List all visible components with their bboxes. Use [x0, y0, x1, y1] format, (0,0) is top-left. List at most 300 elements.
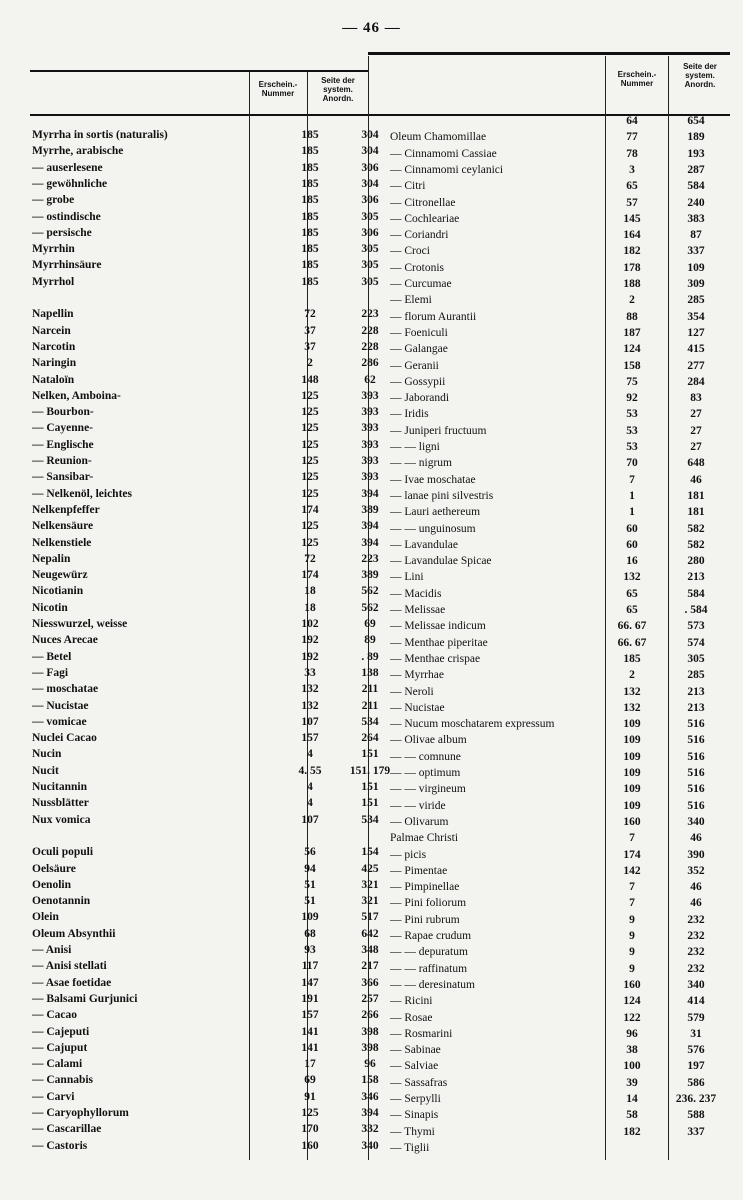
seite-anordn: 189 [687, 131, 705, 144]
erschein-nummer: 109 [623, 750, 641, 763]
entry-name: — Menthae crispae [390, 652, 481, 665]
entry-name: Nelkenstiele [32, 536, 92, 549]
erschein-nummer: 4 [307, 748, 313, 761]
seite-anordn: 232 [687, 946, 705, 959]
erschein-nummer: 33 [304, 666, 316, 679]
erschein-nummer: 148 [301, 373, 319, 386]
seite-anordn: 240 [687, 196, 705, 209]
seite-anordn: 158 [361, 1074, 379, 1087]
erschein-nummer: 132 [301, 699, 319, 712]
seite-anordn: 582 [687, 538, 705, 551]
seite-anordn: 277 [687, 359, 705, 372]
erschein-nummer: 185 [301, 161, 319, 174]
erschein-nummer: 64 [626, 115, 638, 127]
header-right-erschein [606, 70, 668, 88]
entry-name: — Ricini [390, 995, 433, 1008]
entry-name: — Cascarillae [32, 1123, 102, 1136]
entry-name: — — viride [390, 799, 446, 812]
erschein-nummer: 77 [626, 131, 638, 144]
seite-anordn: 340 [361, 1139, 379, 1152]
seite-anordn: 579 [687, 1011, 705, 1024]
entry-name: — Macidis [390, 587, 442, 600]
erschein-nummer: 68 [304, 927, 316, 940]
erschein-nummer: 1 [629, 489, 635, 502]
entry-name: — Menthae piperitae [390, 636, 488, 649]
seite-anordn: 654 [687, 115, 705, 127]
entry-name: — ostindische [32, 210, 101, 223]
erschein-nummer: 185 [301, 210, 319, 223]
seite-anordn: 181 [687, 506, 705, 519]
entry-name: Nuclei Cacao [32, 732, 97, 745]
entry-name: — Anisi [32, 944, 72, 956]
entry-name: Nelken, Amboina- [32, 389, 121, 402]
entry-name: Myrrhinsäure [32, 259, 102, 272]
seite-anordn: 394 [361, 536, 379, 549]
entry-name: — auserlesene [32, 161, 103, 174]
entry-name: — moschatae [32, 683, 99, 696]
erschein-nummer: 174 [301, 569, 319, 582]
erschein-nummer: 96 [626, 1027, 638, 1040]
entry-name: — Salviae [390, 1060, 439, 1073]
entry-name: — Curcumae [390, 278, 452, 290]
seite-anordn: 69 [364, 618, 376, 630]
entry-name: — florum Aurantii [390, 310, 477, 323]
erschein-nummer: 66. 67 [617, 636, 647, 649]
entry-name: Narcein [32, 324, 71, 337]
erschein-nummer: 56 [304, 846, 316, 859]
entry-name: Nucit [32, 764, 59, 777]
entry-name: — Cannabis [32, 1074, 94, 1087]
entry-name: — Pimpinellae [390, 881, 460, 894]
entry-name: — gewöhnliche [32, 177, 108, 190]
erschein-nummer: 2 [629, 294, 635, 307]
seite-anordn: 181 [687, 489, 705, 502]
erschein-nummer: 170 [301, 1123, 319, 1136]
erschein-nummer: 102 [301, 618, 319, 630]
erschein-nummer: 182 [623, 245, 641, 258]
seite-anordn: 340 [687, 815, 705, 828]
erschein-nummer: 164 [623, 229, 641, 242]
entry-name: — Juniperi fructuum [390, 424, 487, 437]
seite-anordn: 306 [361, 194, 379, 207]
erschein-nummer: 4 [307, 781, 313, 793]
erschein-nummer: 69 [304, 1074, 316, 1087]
seite-anordn: 304 [361, 129, 379, 141]
seite-anordn: 348 [361, 944, 379, 956]
seite-anordn: 305 [361, 210, 379, 223]
erschein-nummer: 94 [304, 862, 316, 875]
entry-name: — Castoris [32, 1139, 88, 1152]
seite-anordn: 62 [364, 373, 376, 386]
seite-anordn: 340 [687, 978, 705, 991]
seite-anordn: 211 [361, 699, 379, 712]
seite-anordn: 582 [687, 522, 705, 535]
seite-anordn: 321 [361, 878, 379, 891]
seite-anordn: 516 [687, 750, 705, 763]
erschein-nummer: 185 [301, 145, 319, 158]
entry-name: — Cochleariae [390, 212, 460, 225]
header-left-seite [308, 76, 368, 103]
seite-anordn: 89 [364, 634, 376, 647]
erschein-nummer: 58 [626, 1109, 638, 1122]
entry-name: Nataloïn [32, 373, 75, 386]
seite-anordn: 588 [687, 1109, 705, 1122]
top-rule-left [30, 70, 368, 72]
seite-anordn: 151 [361, 797, 379, 810]
seite-anordn: 304 [361, 145, 379, 158]
erschein-nummer: 17 [304, 1058, 316, 1071]
erschein-nummer: 65 [626, 604, 638, 616]
erschein-nummer: 109 [623, 799, 641, 812]
erschein-nummer: 107 [301, 715, 319, 728]
erschein-nummer: 125 [301, 536, 319, 549]
header-left-seite-text: Seite der system. Anordn. [321, 76, 355, 103]
seite-anordn: 648 [687, 457, 705, 470]
erschein-nummer: 91 [304, 1090, 316, 1103]
erschein-nummer: 4 [307, 797, 313, 810]
seite-anordn: 393 [361, 455, 379, 467]
erschein-nummer: 72 [304, 552, 316, 565]
entry-name: Oenolin [32, 878, 71, 891]
seite-anordn: 287 [687, 163, 705, 176]
seite-anordn: 87 [690, 229, 702, 242]
entry-name: — Englische [32, 438, 94, 451]
seite-anordn: 264 [361, 732, 379, 745]
seite-anordn: 27 [690, 441, 702, 453]
erschein-nummer: 192 [301, 634, 319, 647]
seite-anordn: 390 [687, 848, 705, 861]
seite-anordn: 223 [361, 552, 379, 565]
seite-anordn: 284 [687, 375, 705, 388]
entry-name: Niesswurzel, weisse [32, 618, 128, 630]
entry-name: Napellin [32, 308, 74, 321]
entry-name: — grobe [32, 194, 75, 207]
seite-anordn: 305 [687, 652, 705, 665]
seite-anordn: 393 [361, 471, 379, 484]
entry-name: — lanae pini silvestris [390, 489, 494, 502]
entry-name: — Sinapis [390, 1109, 439, 1122]
entry-name: — — comnune [390, 750, 461, 763]
erschein-nummer: 60 [626, 522, 638, 535]
entry-name: — Citronellae [390, 196, 456, 209]
erschein-nummer: 141 [301, 1041, 319, 1054]
seite-anordn: 27 [690, 408, 702, 421]
entry-name: — Melissae indicum [390, 620, 486, 633]
entry-name: Nicotianin [32, 585, 84, 598]
header-right-seite [669, 62, 731, 89]
seite-anordn: 354 [687, 310, 705, 323]
seite-anordn: 213 [687, 685, 705, 698]
erschein-nummer: 7 [629, 897, 635, 910]
entry-name: Oleum Absynthii [32, 927, 116, 940]
erschein-nummer: 185 [301, 243, 319, 256]
erschein-nummer: 9 [629, 913, 635, 926]
seite-anordn: 366 [361, 976, 379, 989]
entry-name: — Betel [32, 650, 72, 663]
entry-name: — persische [32, 226, 92, 239]
erschein-nummer: 38 [626, 1044, 638, 1057]
erschein-nummer: 66. 67 [617, 620, 647, 633]
entry-name: Nepalin [32, 552, 71, 565]
header-right-erschein-text: Erschein.- Nummer [617, 70, 657, 88]
entry-name: Myrrhe, arabische [32, 145, 124, 158]
entry-name: — Olivarum [390, 815, 449, 828]
entry-name: — Nucum moschatarem expressum [390, 718, 555, 731]
seite-anordn: 266 [361, 1009, 379, 1022]
erschein-nummer: 182 [623, 1125, 641, 1138]
erschein-nummer: 9 [629, 946, 635, 959]
entry-name: Nelkenpfeffer [32, 503, 100, 516]
seite-anordn: 305 [361, 275, 379, 288]
erschein-nummer: 125 [301, 1107, 319, 1119]
seite-anordn: 534 [361, 715, 379, 728]
entry-name: — Geranii [390, 359, 439, 372]
erschein-nummer: 132 [623, 571, 641, 584]
entry-name: — Neroli [390, 685, 434, 698]
erschein-nummer: 37 [304, 340, 316, 353]
entry-name: Oleum Chamomillae [390, 131, 487, 144]
seite-anordn: 337 [687, 1125, 705, 1138]
entry-name: — — depuratum [390, 946, 468, 959]
entry-name: — Balsami Gurjunici [32, 992, 138, 1005]
erschein-nummer: 65 [626, 180, 638, 193]
entry-name: Olein [32, 911, 59, 924]
entry-name: Palmae Christi [390, 832, 459, 845]
seite-anordn: 232 [687, 930, 705, 942]
seite-anordn: 193 [687, 147, 705, 160]
seite-anordn: 516 [687, 767, 705, 779]
entry-name: — — virgineum [390, 783, 466, 796]
seite-anordn: 154 [361, 846, 379, 859]
seite-anordn: 31 [690, 1027, 702, 1040]
erschein-nummer: 124 [623, 995, 641, 1008]
erschein-nummer: 185 [301, 226, 319, 239]
entry-name: — Cajuput [32, 1041, 88, 1054]
seite-anordn: 393 [361, 438, 379, 451]
seite-anordn: 584 [687, 587, 705, 600]
erschein-nummer: 53 [626, 441, 638, 453]
seite-anordn: 213 [687, 701, 705, 714]
erschein-nummer: 53 [626, 424, 638, 437]
entry-name: Myrrhol [32, 275, 75, 288]
seite-anordn: 151. 179 [349, 764, 391, 777]
seite-anordn: 285 [687, 294, 705, 307]
erschein-nummer: 9 [629, 930, 635, 942]
entry-name: — Bourbon- [32, 406, 94, 419]
seite-anordn: 306 [361, 226, 379, 239]
seite-anordn: 46 [690, 897, 702, 910]
seite-anordn: 398 [361, 1041, 379, 1054]
erschein-nummer: 157 [301, 732, 319, 745]
seite-anordn: 398 [361, 1025, 379, 1038]
seite-anordn: 27 [690, 424, 702, 437]
entry-name: Naringin [32, 357, 77, 370]
entry-name: — vomicae [32, 715, 87, 728]
seite-anordn: 394 [361, 1107, 379, 1119]
erschein-nummer: 109 [623, 734, 641, 747]
erschein-nummer: 7 [629, 832, 635, 845]
entry-name: — Galangae [390, 343, 448, 356]
seite-anordn: 576 [687, 1044, 705, 1057]
entry-name: — Coriandri [390, 229, 449, 242]
entry-name: Narcotin [32, 340, 76, 353]
erschein-nummer: 53 [626, 408, 638, 421]
entry-name: Oelsäure [32, 862, 76, 875]
entry-name: — Fagi [32, 666, 69, 679]
seite-anordn: 46 [690, 881, 702, 894]
erschein-nummer: 37 [304, 324, 316, 337]
entry-name: — — nigrum [390, 457, 452, 470]
erschein-nummer: 60 [626, 538, 638, 551]
entry-name: — Iridis [390, 408, 429, 421]
erschein-nummer: 132 [623, 701, 641, 714]
erschein-nummer: 92 [626, 392, 638, 405]
entry-name: — Citri [390, 180, 426, 193]
erschein-nummer: 109 [301, 911, 319, 924]
entry-name: — picis [390, 848, 427, 861]
erschein-nummer: 9 [629, 962, 635, 975]
erschein-nummer: 16 [626, 555, 638, 568]
erschein-nummer: 141 [301, 1025, 319, 1038]
entry-name: Nux vomica [32, 813, 91, 826]
erschein-nummer: 107 [301, 813, 319, 826]
erschein-nummer: 185 [301, 259, 319, 272]
erschein-nummer: 109 [623, 783, 641, 796]
entry-name: Oculi populi [32, 846, 94, 859]
entry-name: — Ivae moschatae [390, 473, 476, 486]
header-right-seite-text: Seite der system. Anordn. [683, 62, 717, 89]
erschein-nummer: 157 [301, 1009, 319, 1022]
seite-anordn: 223 [361, 308, 379, 321]
seite-anordn: 305 [361, 243, 379, 256]
erschein-nummer: 185 [623, 652, 641, 665]
entry-name: — Crotonis [390, 261, 444, 274]
page-number: — 46 — [342, 20, 401, 36]
entry-name: — Lauri aethereum [390, 506, 481, 519]
seite-anordn: 393 [361, 422, 379, 435]
erschein-nummer: 70 [626, 457, 638, 470]
entry-name: Nucitannin [32, 781, 87, 793]
erschein-nummer: 72 [304, 308, 316, 321]
erschein-nummer: 100 [623, 1060, 641, 1073]
entry-name: — Carvi [32, 1090, 75, 1103]
erschein-nummer: 65 [626, 587, 638, 600]
erschein-nummer: 51 [304, 895, 316, 908]
erschein-nummer: 14 [626, 1093, 638, 1105]
seite-anordn: 304 [361, 177, 379, 190]
seite-anordn: 425 [361, 862, 379, 875]
erschein-nummer: 185 [301, 129, 319, 141]
entry-name: — Tiglii [390, 1141, 430, 1154]
entry-name: — Cinnamomi ceylanici [390, 163, 504, 176]
erschein-nummer: 178 [623, 261, 641, 274]
erschein-nummer: 174 [623, 848, 641, 861]
erschein-nummer: 124 [623, 343, 641, 356]
header-left-erschein [250, 80, 306, 98]
erschein-nummer: 75 [626, 375, 638, 388]
erschein-nummer: 93 [304, 944, 316, 956]
seite-anordn: 573 [687, 620, 705, 633]
seite-anordn: 337 [687, 245, 705, 258]
erschein-nummer: 132 [301, 683, 319, 696]
entry-name: — Pini rubrum [390, 913, 460, 926]
seite-anordn: 280 [687, 555, 705, 568]
entry-name: — Thymi [390, 1125, 435, 1138]
entry-name: — — ligni [390, 441, 440, 453]
entry-name: — Sansibar- [32, 471, 94, 484]
entry-name: — Rosae [390, 1011, 433, 1024]
entry-name: — Melissae [390, 604, 446, 616]
erschein-nummer: 125 [301, 422, 319, 435]
entry-name: — Cacao [32, 1009, 78, 1022]
seite-anordn: 516 [687, 734, 705, 747]
entry-name: — Anisi stellati [32, 960, 107, 973]
entry-name: — Pimentae [390, 864, 448, 877]
erschein-nummer: 185 [301, 177, 319, 190]
entry-name: — — optimum [390, 767, 461, 779]
seite-anordn: 394 [361, 520, 379, 533]
erschein-nummer: 160 [301, 1139, 319, 1152]
entry-name: — Lavandulae Spicae [390, 555, 492, 568]
erschein-nummer: 145 [623, 212, 641, 225]
seite-anordn: 352 [687, 864, 705, 877]
seite-anordn: 232 [687, 913, 705, 926]
seite-anordn: 217 [361, 960, 379, 973]
entry-name: Neugewürz [32, 569, 88, 582]
erschein-nummer: 78 [626, 147, 638, 160]
seite-anordn: 83 [690, 392, 702, 405]
entry-name: — — unguinosum [390, 522, 476, 535]
entry-name: — Nucistae [32, 699, 89, 712]
erschein-nummer: 109 [623, 767, 641, 779]
erschein-nummer: 88 [626, 310, 638, 323]
entry-name: Nussblätter [32, 797, 89, 810]
entry-name: — Rosmarini [390, 1027, 453, 1040]
seite-anordn: 414 [687, 995, 705, 1008]
header-left-erschein-text: Erschein.- Nummer [258, 80, 298, 98]
seite-anordn: 586 [687, 1076, 705, 1089]
seite-anordn: 286 [361, 357, 379, 370]
erschein-nummer: 185 [301, 194, 319, 207]
erschein-nummer: 57 [626, 196, 638, 209]
erschein-nummer: 125 [301, 389, 319, 402]
seite-anordn: 109 [687, 261, 705, 274]
seite-anordn: 321 [361, 895, 379, 908]
seite-anordn: 46 [690, 473, 702, 486]
entry-name: — Jaborandi [390, 392, 450, 405]
entry-name: Myrrhin [32, 243, 75, 256]
seite-anordn: 562 [361, 585, 379, 598]
entry-name: — Croci [390, 245, 430, 258]
top-rule-right [368, 52, 730, 55]
erschein-nummer: 117 [301, 960, 319, 973]
seite-anordn: 228 [361, 340, 379, 353]
seite-anordn: 332 [361, 1123, 379, 1136]
entry-name: Nuces Arecae [32, 634, 98, 647]
seite-anordn: 584 [687, 180, 705, 193]
entry-name: — Caryophyllorum [32, 1107, 129, 1119]
seite-anordn: 394 [361, 487, 379, 500]
entry-name: — Cajeputi [32, 1025, 90, 1038]
entry-name: — Olivae album [390, 734, 467, 747]
entry-name: — Sabinae [390, 1044, 441, 1057]
seite-anordn: 516 [687, 799, 705, 812]
erschein-nummer: 174 [301, 503, 319, 516]
erschein-nummer: 18 [304, 585, 316, 598]
seite-anordn: 306 [361, 161, 379, 174]
erschein-nummer: 125 [301, 487, 319, 500]
erschein-nummer: 3 [629, 163, 635, 176]
